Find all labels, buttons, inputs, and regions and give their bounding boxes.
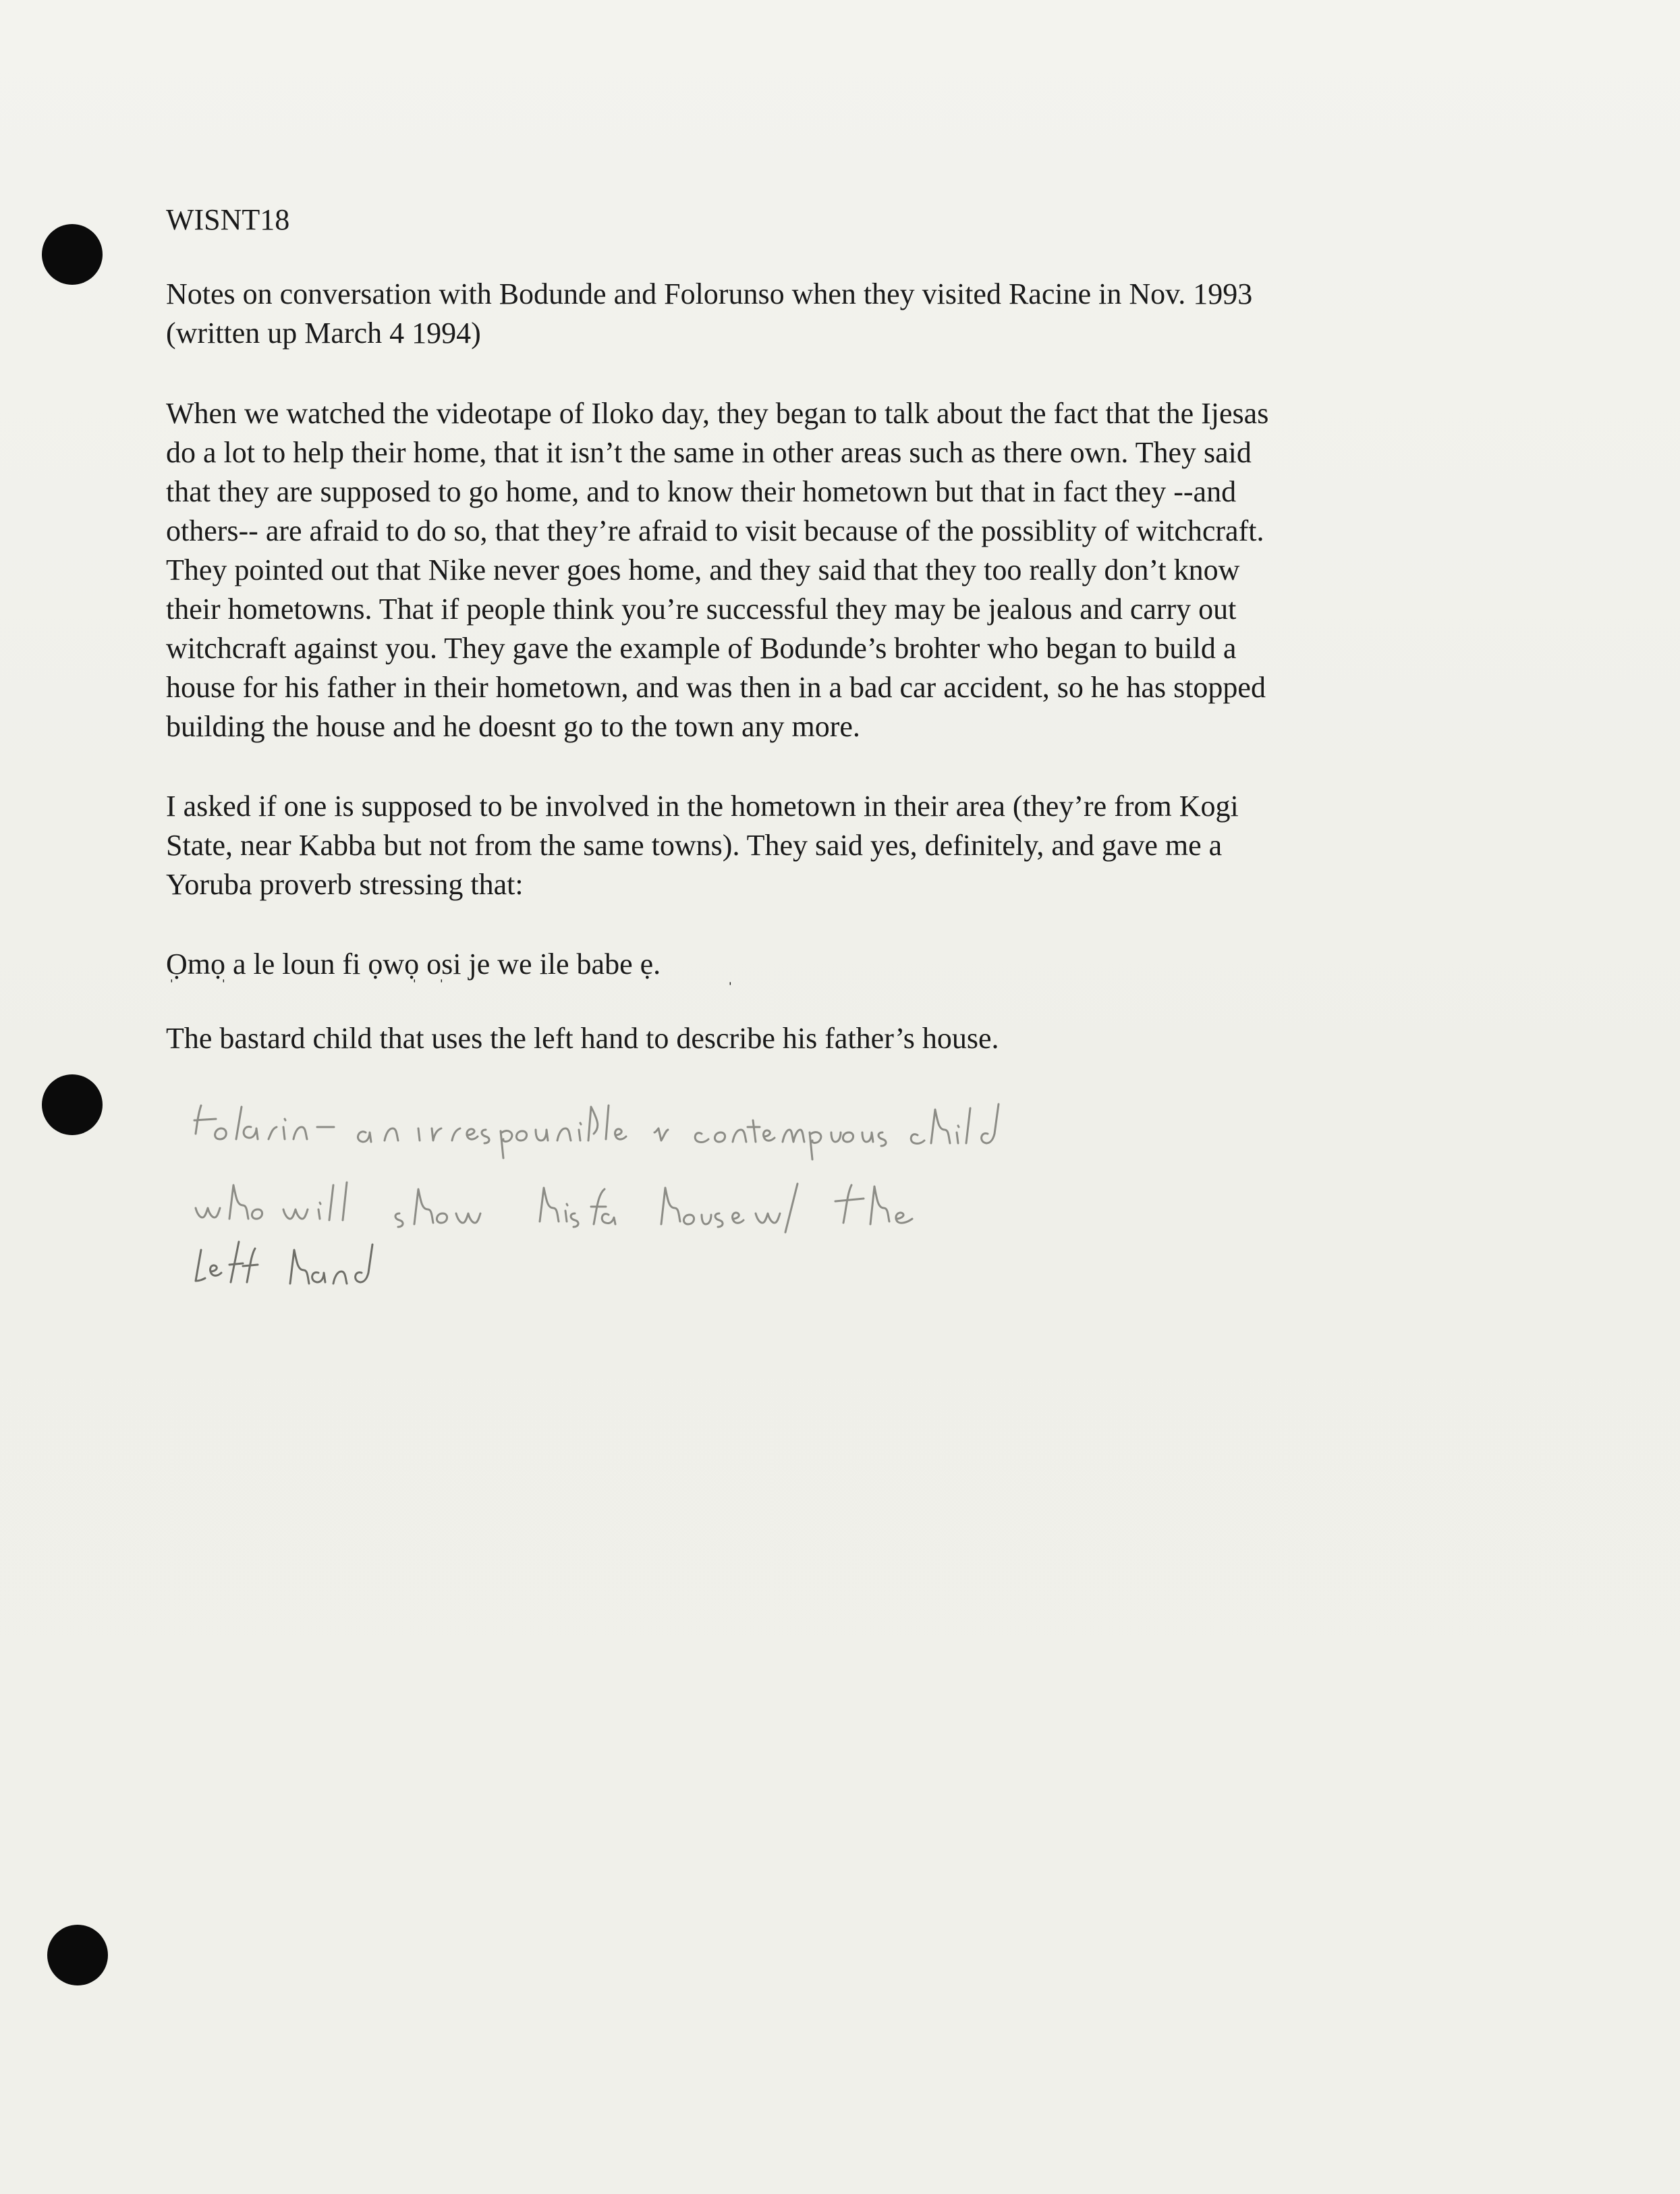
paragraph-hometown-witchcraft: When we watched the videotape of Iloko day, they began to talk about the fact that the Ijesas do a lot to help their home, that it isn’t the same in other areas such as there own. They said that they are supposed to go home, and to know their hometown but that in fact they --and others-- are afraid to do so, that they’re afraid to visit because of the possiblity of witchcraft. They pointed out that Nike never goes home, and they said that they too really don’t know their hometowns. That if people think you’re successful they may be jealous and carry out witchcraft against you. They gave the example of Bodunde’s brohter who began to build a house for his father in their hometown, and was then in a bad car accident, so he has stopped building the house and he doesnt go to the town any more. — [166, 397, 1269, 743]
tone-mark: ˈ — [727, 979, 733, 999]
proverb-translation: The bastard child that uses the left hand to describe his father’s house. — [166, 1022, 999, 1055]
punch-hole-top — [42, 224, 103, 285]
document-heading: Notes on conversation with Bodunde and Folorunso when they visited Racine in Nov. 1993 (written up March 4 1994) — [166, 277, 1253, 350]
tone-mark: ˈ — [169, 976, 175, 996]
paragraph-kogi-state: I asked if one is supposed to be involved in the hometown in their area (they’re from Kogi State, near Kabba but not from the same towns). They said yes, definitely, and gave me a Yoruba proverb stressing that: — [166, 790, 1239, 901]
punch-hole-middle — [42, 1074, 103, 1135]
tone-mark: ˈ — [221, 976, 227, 996]
document-id: WISNT18 — [166, 203, 290, 236]
handwritten-pencil-note — [189, 1100, 1403, 1302]
yoruba-proverb: Ọmọ a le loun fi ọwọ osi je we ile babe ẹ. — [166, 948, 661, 981]
tone-mark: ˈ — [412, 976, 418, 996]
punch-hole-bottom — [47, 1925, 108, 1985]
tone-mark: ˈ — [439, 976, 445, 996]
